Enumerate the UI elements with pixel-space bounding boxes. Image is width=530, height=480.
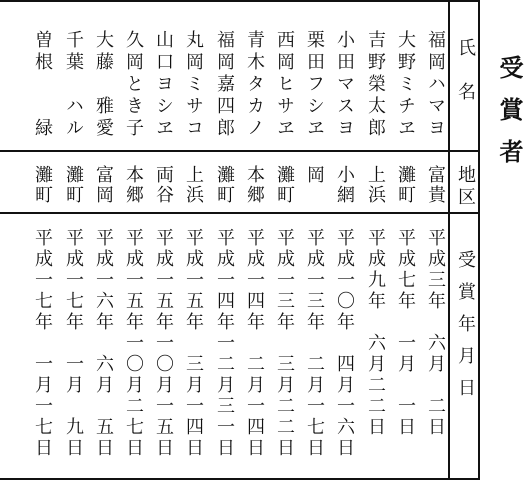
recipient-area: 両谷 [153,165,174,205]
recipient-name-cell [329,30,359,140]
recipient-area-cell [390,165,420,205]
recipient-date-cell [239,228,269,459]
recipient-area-cell [118,165,148,205]
recipient-date-cell [329,228,359,459]
recipient-area: 灘町 [395,165,416,205]
recipient-area: 上浜 [183,165,204,205]
header-name-cell [450,38,480,126]
recipient-area-cell [360,165,390,205]
recipient-area-cell [329,165,359,205]
recipient-area-cell [420,165,450,205]
recipient-name-cell [58,30,88,140]
recipient-date-cell [269,228,299,459]
recipient-name: 大野ミチヱ [395,30,416,140]
recipient-date: 平成一〇年 四月一六日 [334,228,355,459]
recipient-area: 本郷 [244,165,265,205]
recipient-name: 吉野榮太郎 [365,30,386,140]
recipient-name-cell [239,30,269,140]
recipient-area: 灘町 [214,165,235,205]
recipient-date: 平成三年 六月 二日 [425,228,446,438]
recipient-date: 平成一三年 三月二二日 [274,228,295,459]
recipient-date: 平成一四年一二月三一日 [214,228,235,459]
recipient-area: 灘町 [274,165,295,205]
recipient-date: 平成一六年 六月 五日 [93,228,114,459]
recipient-name: 福岡ハマヨ [425,30,446,140]
table-divider-name-area [0,150,480,152]
recipient-area-cell [269,165,299,205]
recipient-area: 上浜 [365,165,386,205]
recipient-name-cell [148,30,178,140]
recipient-date-cell [118,228,148,459]
recipient-date: 平成一三年 二月一七日 [304,228,325,459]
recipient-name: 西岡ヒサヱ [274,30,295,140]
recipient-area: 本郷 [123,165,144,205]
recipient-area: 岡 [304,165,325,185]
recipient-name: 青木タカノ [244,30,265,140]
recipient-date-cell [299,228,329,459]
recipient-area-cell [209,165,239,205]
recipient-area-cell [58,165,88,205]
recipient-date-cell [420,228,450,438]
recipient-date-cell [209,228,239,459]
recipient-area: 富貴 [425,165,446,205]
recipient-area: 灘町 [63,165,84,205]
recipient-name: 大藤 雅愛 [93,30,114,140]
recipient-date: 平成一七年 一月一七日 [32,228,53,459]
header-date: 受賞年月日 [455,250,476,410]
table-divider-area-date [0,212,480,214]
recipient-area-cell [299,165,329,185]
recipient-name-cell [178,30,208,140]
recipient-name: 小田マスヨ [334,30,355,140]
recipient-area-cell [27,165,57,205]
recipient-name: 久岡とき子 [123,30,144,140]
recipient-date: 平成一四年 二月一四日 [244,228,265,459]
recipient-date-cell [390,228,420,438]
recipient-area: 灘町 [32,165,53,205]
recipient-area-cell [239,165,269,205]
recipient-name-cell [390,30,420,140]
recipient-name: 福岡嘉四郎 [214,30,235,140]
recipient-name-cell [118,30,148,140]
recipient-area-cell [148,165,178,205]
recipient-name: 山口ヨシヱ [153,30,174,140]
recipient-date: 平成七年 一月 一日 [395,228,416,438]
recipient-date: 平成一五年 三月一四日 [183,228,204,459]
recipient-name: 栗田フシヱ [304,30,325,140]
recipient-date-cell [27,228,57,459]
recipient-date: 平成一五年一〇月一五日 [153,228,174,459]
header-date-cell [450,250,480,410]
recipient-name-cell [420,30,450,140]
header-area: 地区 [455,165,476,209]
header-name: 氏名 [455,38,476,126]
recipient-name-cell [299,30,329,140]
recipient-area-cell [178,165,208,205]
recipient-date: 平成九年 六月二二日 [365,228,386,438]
recipient-date-cell [88,228,118,459]
recipient-name: 曽根 緑 [32,30,53,140]
recipient-name-cell [88,30,118,140]
recipient-date-cell [148,228,178,459]
recipient-name-cell [27,30,57,140]
recipient-area: 富岡 [93,165,114,205]
recipient-name-cell [360,30,390,140]
recipient-name: 千葉 ハル [63,30,84,140]
table-border-top [0,0,480,2]
recipient-area: 小網 [334,165,355,205]
recipient-name-cell [209,30,239,140]
recipient-date-cell [58,228,88,459]
page-title: 受賞者 [495,55,523,181]
recipient-date: 平成一五年一〇月二七日 [123,228,144,459]
recipient-name: 丸岡ミサコ [183,30,204,140]
recipient-date-cell [360,228,390,438]
header-area-cell [450,165,480,209]
recipient-date-cell [178,228,208,459]
recipient-area-cell [88,165,118,205]
recipient-name-cell [269,30,299,140]
recipient-date: 平成一七年 一月 九日 [63,228,84,459]
